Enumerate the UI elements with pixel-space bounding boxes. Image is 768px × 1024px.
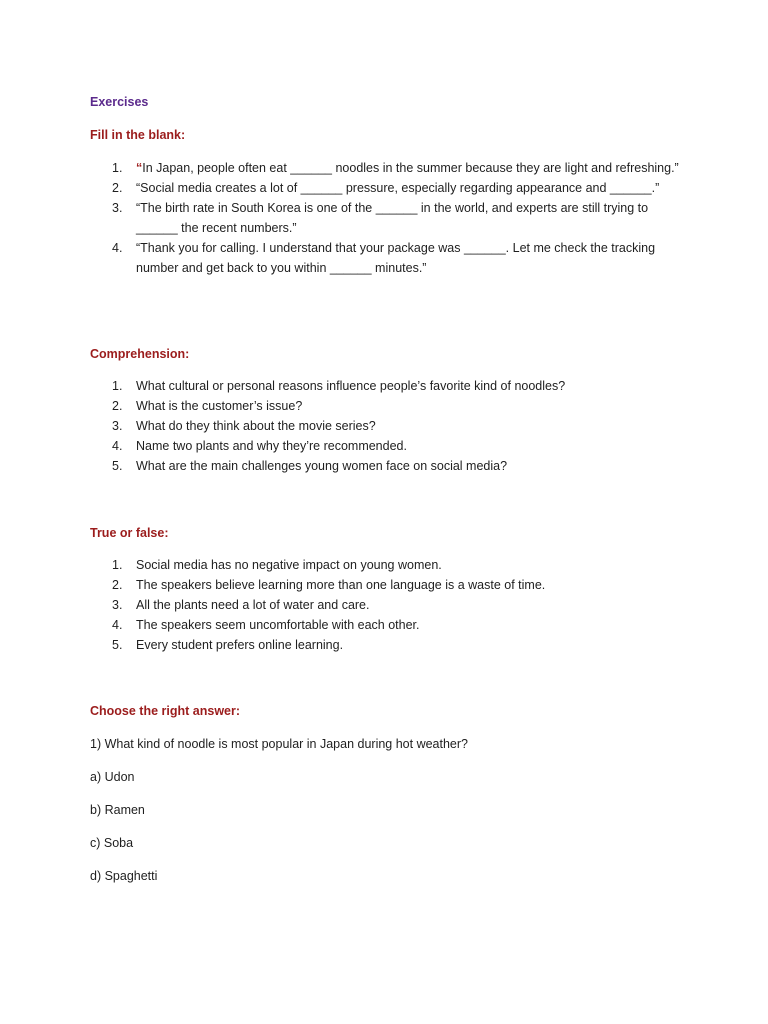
item-text: Every student prefers online learning. <box>136 638 344 652</box>
item-number: 2. <box>112 399 123 413</box>
item-text: What do they think about the movie series? <box>136 419 376 433</box>
item-number: 2. <box>112 578 123 592</box>
item-number: 3. <box>112 598 123 612</box>
item-text: Name two plants and why they’re recommended. <box>136 439 407 453</box>
fill-in-the-blank-heading: Fill in the blank: <box>90 128 186 142</box>
item-text: “Thank you for calling. I understand that your package was ______. Let me check the tracking number and get back to you within ______ minutes.” <box>136 241 656 275</box>
list-item <box>90 198 690 238</box>
item-number: 1. <box>112 558 123 572</box>
item-number: 1. <box>112 379 123 393</box>
choose-the-right-answer-heading: Choose the right answer: <box>90 704 241 718</box>
true-or-false-list <box>90 555 690 655</box>
comprehension-list <box>90 376 690 476</box>
item-number: 2. <box>112 181 123 195</box>
item-number: 4. <box>112 439 123 453</box>
item-text <box>136 158 690 178</box>
list-item <box>90 178 690 198</box>
exercises-title: Exercises <box>90 95 149 109</box>
item-text: All the plants need a lot of water and care. <box>136 598 370 612</box>
item-text: What are the main challenges young women face on social media? <box>136 459 508 473</box>
answer-option: d) Spaghetti <box>90 869 158 883</box>
list-item <box>90 238 690 278</box>
item-number: 3. <box>112 419 123 433</box>
quote-mark: “ <box>136 161 143 175</box>
list-item <box>90 416 690 436</box>
item-text: What is the customer’s issue? <box>136 399 303 413</box>
item-number: 5. <box>112 459 123 473</box>
item-text: “The birth rate in South Korea is one of the ______ in the world, and experts are still trying to ______ the recent numbers.” <box>136 201 649 235</box>
item-text: What cultural or personal reasons influence people’s favorite kind of noodles? <box>136 379 566 393</box>
list-item <box>90 436 690 456</box>
answer-option: a) Udon <box>90 770 135 784</box>
list-item <box>90 456 690 476</box>
list-item <box>90 158 690 178</box>
list-item <box>90 376 690 396</box>
item-text: The speakers seem uncomfortable with each other. <box>136 618 420 632</box>
list-item <box>90 396 690 416</box>
item-number: 5. <box>112 638 123 652</box>
item-number: 1. <box>112 161 123 175</box>
list-item <box>90 595 690 615</box>
item-text: “Social media creates a lot of ______ pressure, especially regarding appearance and ______.” <box>136 181 660 195</box>
comprehension-heading: Comprehension: <box>90 347 190 361</box>
list-item <box>90 575 690 595</box>
item-number: 4. <box>112 618 123 632</box>
list-item <box>90 635 690 655</box>
true-or-false-heading: True or false: <box>90 526 169 540</box>
item-body: In Japan, people often eat ______ noodles in the summer because they are light and refreshing.” <box>142 161 679 175</box>
list-item <box>90 555 690 575</box>
item-text: Social media has no negative impact on young women. <box>136 558 442 572</box>
item-number: 3. <box>112 201 123 215</box>
question-text: 1) What kind of noodle is most popular in Japan during hot weather? <box>90 737 469 751</box>
list-item <box>90 615 690 635</box>
answer-option: b) Ramen <box>90 803 145 817</box>
answer-option: c) Soba <box>90 836 134 850</box>
item-number: 4. <box>112 241 123 255</box>
fill-in-the-blank-list <box>90 158 690 278</box>
item-text: The speakers believe learning more than one language is a waste of time. <box>136 578 546 592</box>
